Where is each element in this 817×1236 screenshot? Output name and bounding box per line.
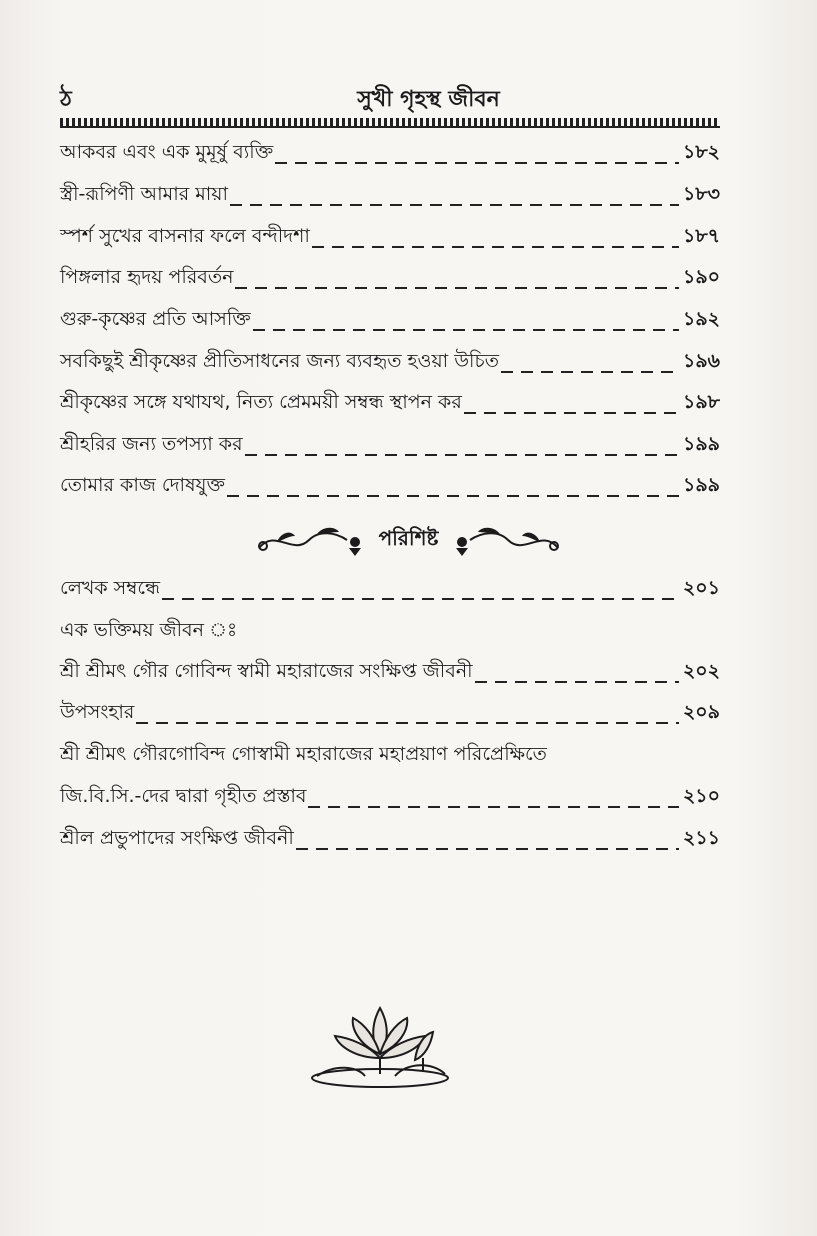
toc-entry[interactable] <box>60 220 720 254</box>
toc-leader <box>253 329 679 331</box>
floral-flourish-icon <box>255 522 365 558</box>
toc-entry-page: ২১০ <box>682 785 720 807</box>
toc-entry[interactable] <box>60 178 720 212</box>
toc-entry[interactable] <box>60 696 720 730</box>
toc-leader <box>230 204 679 206</box>
appendix-heading <box>0 520 817 560</box>
toc-entry-page: ১৮৩ <box>682 183 720 205</box>
page-number: ঠ <box>60 87 72 112</box>
toc-leader <box>136 722 679 724</box>
toc-leader <box>308 806 678 808</box>
toc-subheading <box>60 614 720 648</box>
toc-entry-page: ২০২ <box>682 660 720 682</box>
toc-entry-page: ২১১ <box>682 827 720 849</box>
header-rule <box>60 118 720 128</box>
toc-entry[interactable] <box>60 345 720 379</box>
toc-entry-page: ১৮৭ <box>682 225 720 247</box>
toc-entry-title: গুরু-কৃষ্ণের প্রতি আসক্তি <box>60 308 251 330</box>
toc-entry[interactable] <box>60 822 720 856</box>
toc-leader <box>245 454 679 456</box>
toc-entry-page: ১৯৬ <box>682 350 720 372</box>
toc-leader <box>501 371 679 373</box>
toc-entry-title: শ্রীল প্রভুপাদের সংক্ষিপ্ত জীবনী <box>60 827 294 849</box>
toc-entry-page: ২০১ <box>682 577 720 599</box>
toc-entry-page: ১৮২ <box>682 141 720 163</box>
toc-leader <box>464 412 679 414</box>
toc-leader <box>296 848 679 850</box>
toc-entry[interactable] <box>60 386 720 420</box>
toc-entry-title: পিঙ্গলার হৃদয় পরিবর্তন <box>60 266 234 288</box>
toc-entry-title: জি.বি.সি.-দের দ্বারা গৃহীত প্রস্তাব <box>60 785 307 807</box>
appendix-heading-label: পরিশিষ্ট <box>378 525 439 550</box>
toc-entry-title: শ্রী শ্রীমৎ গৌরগোবিন্দ গোস্বামী মহারাজের মহাপ্রয়াণ পরিপ্রেক্ষিতে <box>60 743 547 765</box>
toc-entry-title: শ্রী শ্রীমৎ গৌর গোবিন্দ স্বামী মহারাজের সংক্ষিপ্ত জীবনী <box>60 660 473 682</box>
toc-entry-title: সবকিছুই শ্রীকৃষ্ণের প্রীতিসাধনের জন্য ব্যবহৃত হওয়া উচিত <box>60 350 499 372</box>
toc-entry-page: ২০৯ <box>682 701 720 723</box>
toc-entry-page: ১৯০ <box>682 266 720 288</box>
toc-entry[interactable] <box>60 136 720 170</box>
toc-entry-title: লেখক সম্বন্ধে <box>60 577 161 599</box>
toc-entry-title: তোমার কাজ দোষযুক্ত <box>60 474 225 496</box>
toc-entry-title: শ্রীহরির জন্য তপস্যা কর <box>60 433 243 455</box>
toc-entry[interactable] <box>60 261 720 295</box>
toc-entry-page: ১৯২ <box>682 308 720 330</box>
toc-entry-title: উপসংহার <box>60 701 135 723</box>
toc-leader <box>162 598 679 600</box>
toc-subheading <box>60 738 720 772</box>
toc-entry[interactable] <box>60 780 720 814</box>
toc-entry-title: স্পর্শ সুখের বাসনার ফলে বন্দীদশা <box>60 225 310 247</box>
toc-entry-page: ১৯৮ <box>683 391 720 413</box>
toc-entry[interactable] <box>60 303 720 337</box>
toc-entry-page: ১৯৯ <box>683 474 720 496</box>
lotus-icon <box>305 1000 455 1090</box>
running-title: সুখী গৃহস্থ জীবন <box>357 87 500 112</box>
toc-entry-title: স্ত্রী-রূপিণী আমার মায়া <box>60 183 228 205</box>
floral-flourish-icon <box>452 522 562 558</box>
toc-entry[interactable] <box>60 428 720 462</box>
toc-leader <box>227 495 679 497</box>
toc-entry-title: আকবর এবং এক মুমূর্ষু ব্যক্তি <box>60 141 274 163</box>
toc-leader <box>475 681 679 683</box>
toc-entry[interactable] <box>60 469 720 503</box>
toc-entry-title: এক ভক্তিময় জীবন ঃ <box>60 619 238 641</box>
toc-entry-page: ১৯৯ <box>683 433 720 455</box>
toc-leader <box>275 162 679 164</box>
toc-entry[interactable] <box>60 655 720 689</box>
toc-entry[interactable] <box>60 572 720 606</box>
toc-entry-title: শ্রীকৃষ্ণের সঙ্গে যথাযথ, নিত্য প্রেমময়ী সম্বন্ধ স্থাপন কর <box>60 391 462 413</box>
toc-leader <box>312 246 679 248</box>
toc-leader <box>235 287 679 289</box>
